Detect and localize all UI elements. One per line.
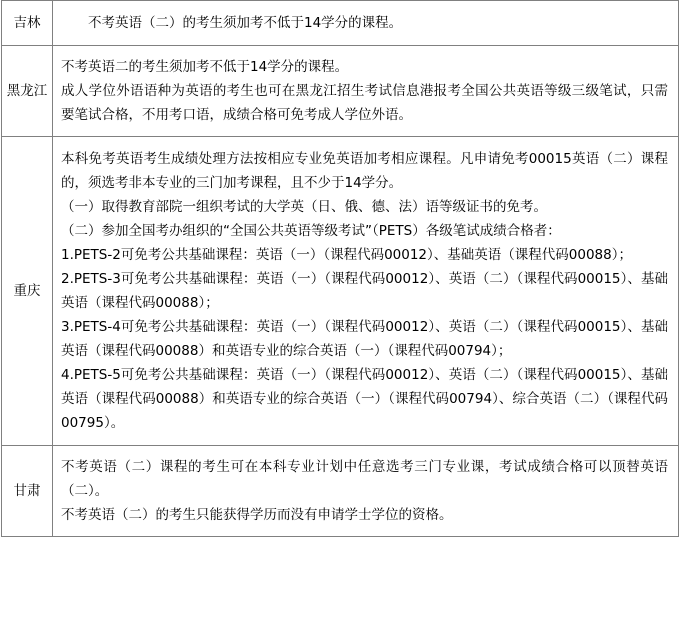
region-label: 重庆 xyxy=(13,283,41,300)
table-row xyxy=(2,46,679,137)
region-label: 吉林 xyxy=(13,15,41,31)
region-cell-jilin xyxy=(2,1,53,46)
region-cell-gansu xyxy=(2,446,53,537)
content-cell-heilongjiang xyxy=(53,46,679,137)
policy-paragraph: （二）参加全国考办组织的“全国公共英语等级考试”（PETS）各级笔试成绩合格者： xyxy=(61,223,561,240)
content-cell-gansu xyxy=(53,446,679,537)
content-cell-jilin xyxy=(53,1,679,46)
region-label: 黑龙江 xyxy=(6,83,48,100)
policy-paragraph: 不考英语（二）课程的考生可在本科专业计划中任意选考三门专业课，考试成绩合格可以顶替英语（二）。 xyxy=(61,459,668,500)
policy-paragraph: 1.PETS-2可免考公共基础课程：英语（一）（课程代码00012）、基础英语（课程代码00088）； xyxy=(61,247,632,264)
policy-paragraph: （一）取得教育部院一组织考试的大学英（日、俄、德、法）语等级证书的免考。 xyxy=(61,199,547,216)
region-label: 甘肃 xyxy=(13,483,41,500)
content-cell-chongqing xyxy=(53,137,679,446)
policy-paragraph: 本科免考英语考生成绩处理方法按相应专业免英语加考相应课程。凡申请免考00015英语（二）课程的，须选考非本专业的三门加考课程，且不少于14学分。 xyxy=(61,151,668,192)
policy-paragraph: 4.PETS-5可免考公共基础课程：英语（一）（课程代码00012）、英语（二）（课程代码00015）、基础英语（课程代码00088）和英语专业的综合英语（一）（课程代码00794）、综合英语（二）（课程代码00795）。 xyxy=(61,367,668,432)
table-row xyxy=(2,1,679,46)
policy-paragraph: 3.PETS-4可免考公共基础课程：英语（一）（课程代码00012）、英语（二）（课程代码00015）、基础英语（课程代码00088）和英语专业的综合英语（一）（课程代码00794）； xyxy=(61,319,668,360)
policy-paragraph: 2.PETS-3可免考公共基础课程：英语（一）（课程代码00012）、英语（二）（课程代码00015）、基础英语（课程代码00088）； xyxy=(61,271,668,312)
exemption-policy-table xyxy=(1,0,679,537)
policy-paragraph: 不考英语二的考生须加考不低于14学分的课程。 xyxy=(61,59,349,76)
policy-paragraph: 成人学位外语语种为英语的考生也可在黑龙江招生考试信息港报考全国公共英语等级三级笔试，只需要笔试合格，不用考口语，成绩合格可免考成人学位外语。 xyxy=(61,83,668,124)
table-row xyxy=(2,446,679,537)
policy-paragraph: 不考英语（二）的考生只能获得学历而没有申请学士学位的资格。 xyxy=(61,507,453,524)
table-row xyxy=(2,137,679,446)
region-cell-chongqing xyxy=(2,137,53,446)
policy-paragraph: 不考英语（二）的考生须加考不低于14学分的课程。 xyxy=(88,15,403,31)
table-body xyxy=(2,1,679,537)
region-cell-heilongjiang xyxy=(2,46,53,137)
